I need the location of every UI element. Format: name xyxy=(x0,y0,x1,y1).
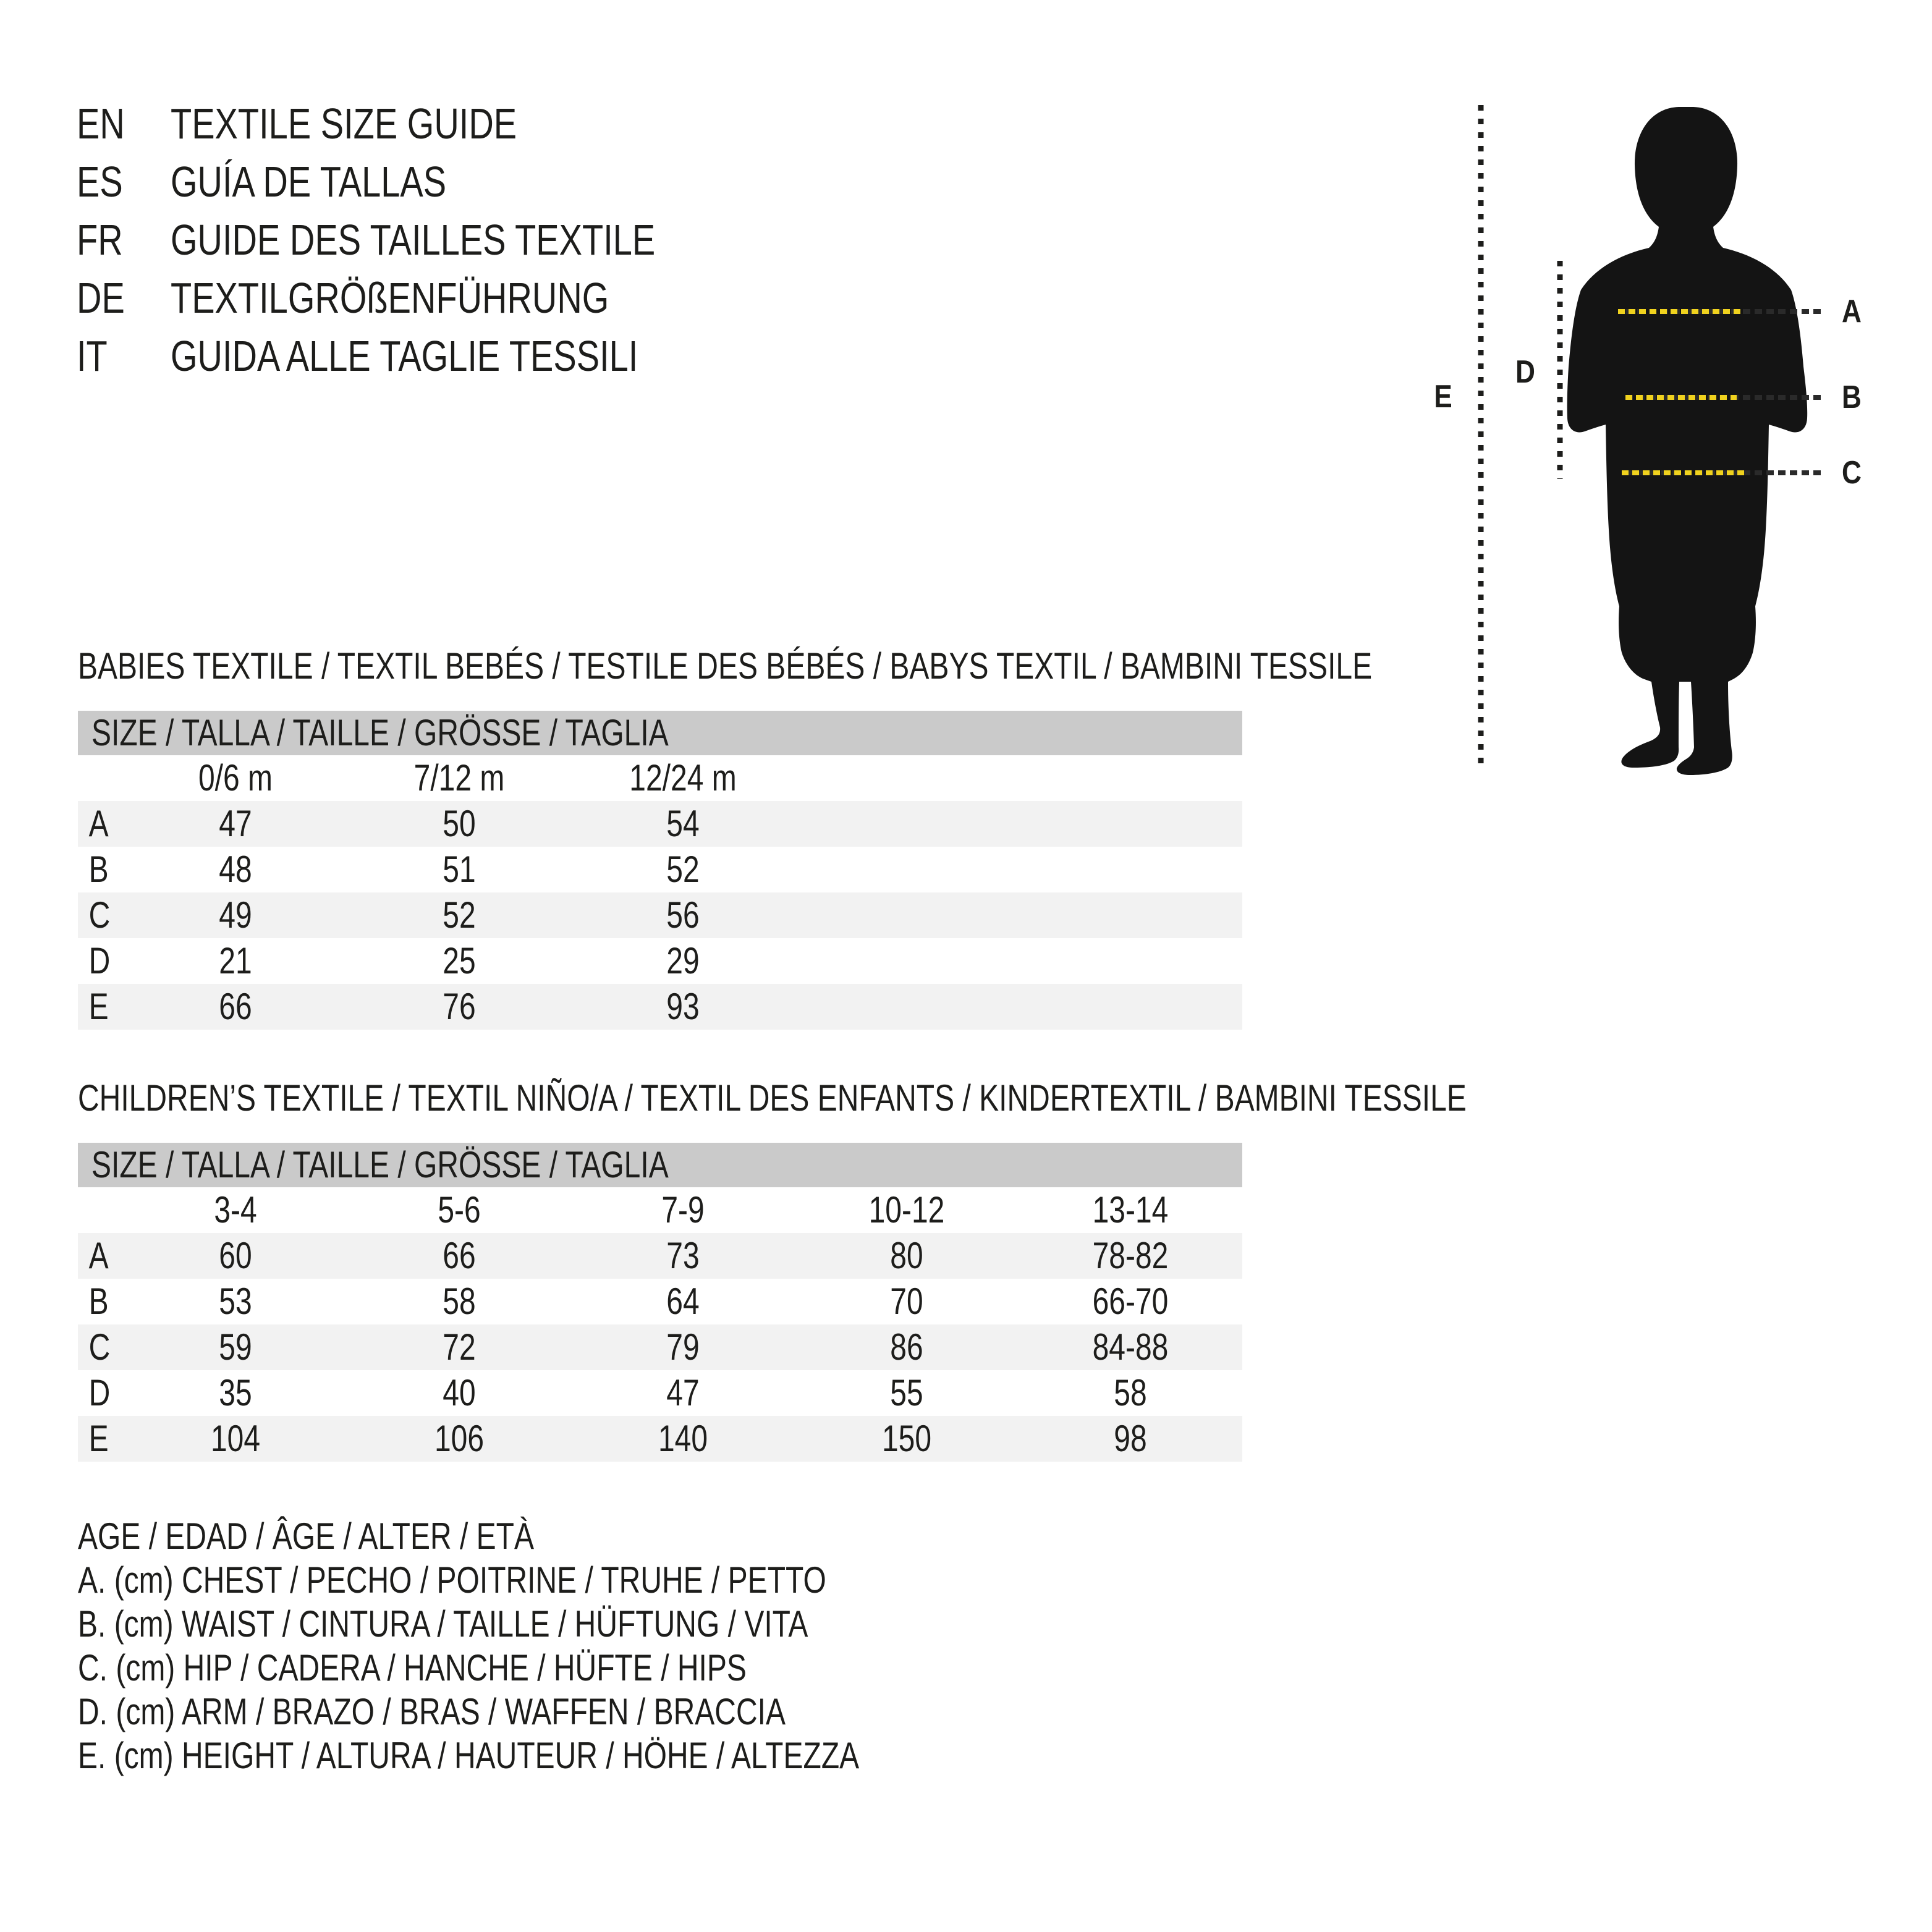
row-label: A xyxy=(88,803,109,844)
children-size-table xyxy=(78,1143,1242,1462)
children-table-header-bar: SIZE / TALLA / TAILLE / GRÖSSE / TAGLIA xyxy=(78,1143,1242,1187)
table-row xyxy=(78,1233,1242,1279)
row-label: E xyxy=(88,986,109,1027)
cell: 40 xyxy=(443,1372,476,1413)
table-row xyxy=(78,847,1242,892)
label-arm-d: D xyxy=(1515,354,1535,391)
row-label: E xyxy=(88,1418,109,1459)
cell: 48 xyxy=(219,849,252,890)
cell: 73 xyxy=(666,1235,700,1276)
column-header: 12/24 m xyxy=(629,757,737,799)
cell: 78-82 xyxy=(1092,1235,1169,1276)
table-row xyxy=(78,1324,1242,1370)
children-section-title: CHILDREN’S TEXTILE / TEXTIL NIÑO/A / TEXTIL DES ENFANTS / KINDERTEXTIL / BAMBINI TESSILE xyxy=(78,1077,1467,1119)
cell: 70 xyxy=(890,1281,923,1322)
lang-row-en xyxy=(77,95,776,153)
column-header: 10-12 xyxy=(868,1189,945,1231)
cell: 35 xyxy=(219,1372,252,1413)
legend-chest: A. (cm) CHEST / PECHO / POITRINE / TRUHE / PETTO xyxy=(78,1559,826,1601)
lang-code: ES xyxy=(77,158,123,206)
lang-code: EN xyxy=(77,100,125,148)
cell: 98 xyxy=(1114,1418,1147,1459)
cell: 58 xyxy=(1114,1372,1147,1413)
language-title-list xyxy=(77,95,776,385)
column-header: 0/6 m xyxy=(198,757,273,799)
cell: 72 xyxy=(443,1326,476,1368)
lang-code: FR xyxy=(77,216,123,264)
babies-section-title: BABIES TEXTILE / TEXTIL BEBÉS / TESTILE DES BÉBÉS / BABYS TEXTIL / BAMBINI TESSILE xyxy=(78,645,1373,687)
legend-age: AGE / EDAD / ÂGE / ALTER / ETÀ xyxy=(78,1515,534,1557)
cell: 50 xyxy=(443,803,476,844)
cell: 140 xyxy=(658,1418,708,1459)
cell: 79 xyxy=(666,1326,700,1368)
guide-title-en: TEXTILE SIZE GUIDE xyxy=(171,100,517,148)
cell: 47 xyxy=(666,1372,700,1413)
row-label: C xyxy=(88,894,111,936)
column-header: 3-4 xyxy=(214,1189,257,1231)
cell: 52 xyxy=(666,849,700,890)
table-row xyxy=(78,801,1242,847)
table-row xyxy=(78,892,1242,938)
cell: 55 xyxy=(890,1372,923,1413)
cell: 64 xyxy=(666,1281,700,1322)
row-label: A xyxy=(88,1235,109,1276)
cell: 60 xyxy=(219,1235,252,1276)
guide-title-it: GUIDA ALLE TAGLIE TESSILI xyxy=(171,332,638,380)
cell: 21 xyxy=(219,940,252,981)
row-label: D xyxy=(88,940,111,981)
children-column-header-row xyxy=(78,1187,1242,1233)
legend-height: E. (cm) HEIGHT / ALTURA / HAUTEUR / HÖHE / ALTEZZA xyxy=(78,1735,860,1776)
cell: 53 xyxy=(219,1281,252,1322)
guide-title-de: TEXTILGRÖßENFÜHRUNG xyxy=(171,274,609,322)
babies-column-header-row xyxy=(78,755,1242,801)
cell: 56 xyxy=(666,894,700,936)
table-row xyxy=(78,1370,1242,1416)
cell: 80 xyxy=(890,1235,923,1276)
cell: 150 xyxy=(881,1418,932,1459)
column-header: 7-9 xyxy=(661,1189,705,1231)
cell: 104 xyxy=(210,1418,261,1459)
row-label: C xyxy=(88,1326,111,1368)
cell: 76 xyxy=(443,986,476,1027)
cell: 59 xyxy=(219,1326,252,1368)
cell: 51 xyxy=(443,849,476,890)
child-silhouette-diagram xyxy=(1415,71,1932,800)
row-label: D xyxy=(88,1372,111,1413)
lang-code: DE xyxy=(77,274,125,322)
guide-title-fr: GUIDE DES TAILLES TEXTILE xyxy=(171,216,656,264)
cell: 25 xyxy=(443,940,476,981)
measurement-figure xyxy=(1415,71,1932,800)
cell: 66-70 xyxy=(1092,1281,1169,1322)
lang-row-it xyxy=(77,327,776,385)
column-header: 5-6 xyxy=(438,1189,481,1231)
label-height-e: E xyxy=(1434,378,1452,415)
guide-title-es: GUÍA DE TALLAS xyxy=(171,158,447,206)
table-row xyxy=(78,1279,1242,1324)
legend-arm: D. (cm) ARM / BRAZO / BRAS / WAFFEN / BRACCIA xyxy=(78,1691,786,1732)
cell: 66 xyxy=(443,1235,476,1276)
babies-size-table xyxy=(78,711,1242,1030)
cell: 47 xyxy=(219,803,252,844)
babies-table-header-bar: SIZE / TALLA / TAILLE / GRÖSSE / TAGLIA xyxy=(78,711,1242,755)
cell: 84-88 xyxy=(1092,1326,1169,1368)
cell: 52 xyxy=(443,894,476,936)
table-row xyxy=(78,1416,1242,1462)
column-header: 7/12 m xyxy=(413,757,505,799)
label-chest-a: A xyxy=(1842,293,1862,330)
cell: 54 xyxy=(666,803,700,844)
table-row xyxy=(78,938,1242,984)
label-hip-c: C xyxy=(1842,454,1862,491)
lang-row-de xyxy=(77,269,776,327)
measurement-legend xyxy=(78,1514,1054,1777)
column-header: 13-14 xyxy=(1092,1189,1169,1231)
cell: 93 xyxy=(666,986,700,1027)
row-label: B xyxy=(88,849,109,890)
cell: 29 xyxy=(666,940,700,981)
cell: 66 xyxy=(219,986,252,1027)
row-label: B xyxy=(88,1281,109,1322)
lang-row-es xyxy=(77,153,776,211)
lang-code: IT xyxy=(77,332,108,380)
table-row xyxy=(78,984,1242,1030)
cell: 49 xyxy=(219,894,252,936)
legend-hip: C. (cm) HIP / CADERA / HANCHE / HÜFTE / HIPS xyxy=(78,1647,747,1688)
lang-row-fr xyxy=(77,211,776,269)
cell: 58 xyxy=(443,1281,476,1322)
legend-waist: B. (cm) WAIST / CINTURA / TAILLE / HÜFTUNG / VITA xyxy=(78,1603,808,1645)
label-waist-b: B xyxy=(1842,379,1862,416)
cell: 86 xyxy=(890,1326,923,1368)
cell: 106 xyxy=(434,1418,485,1459)
